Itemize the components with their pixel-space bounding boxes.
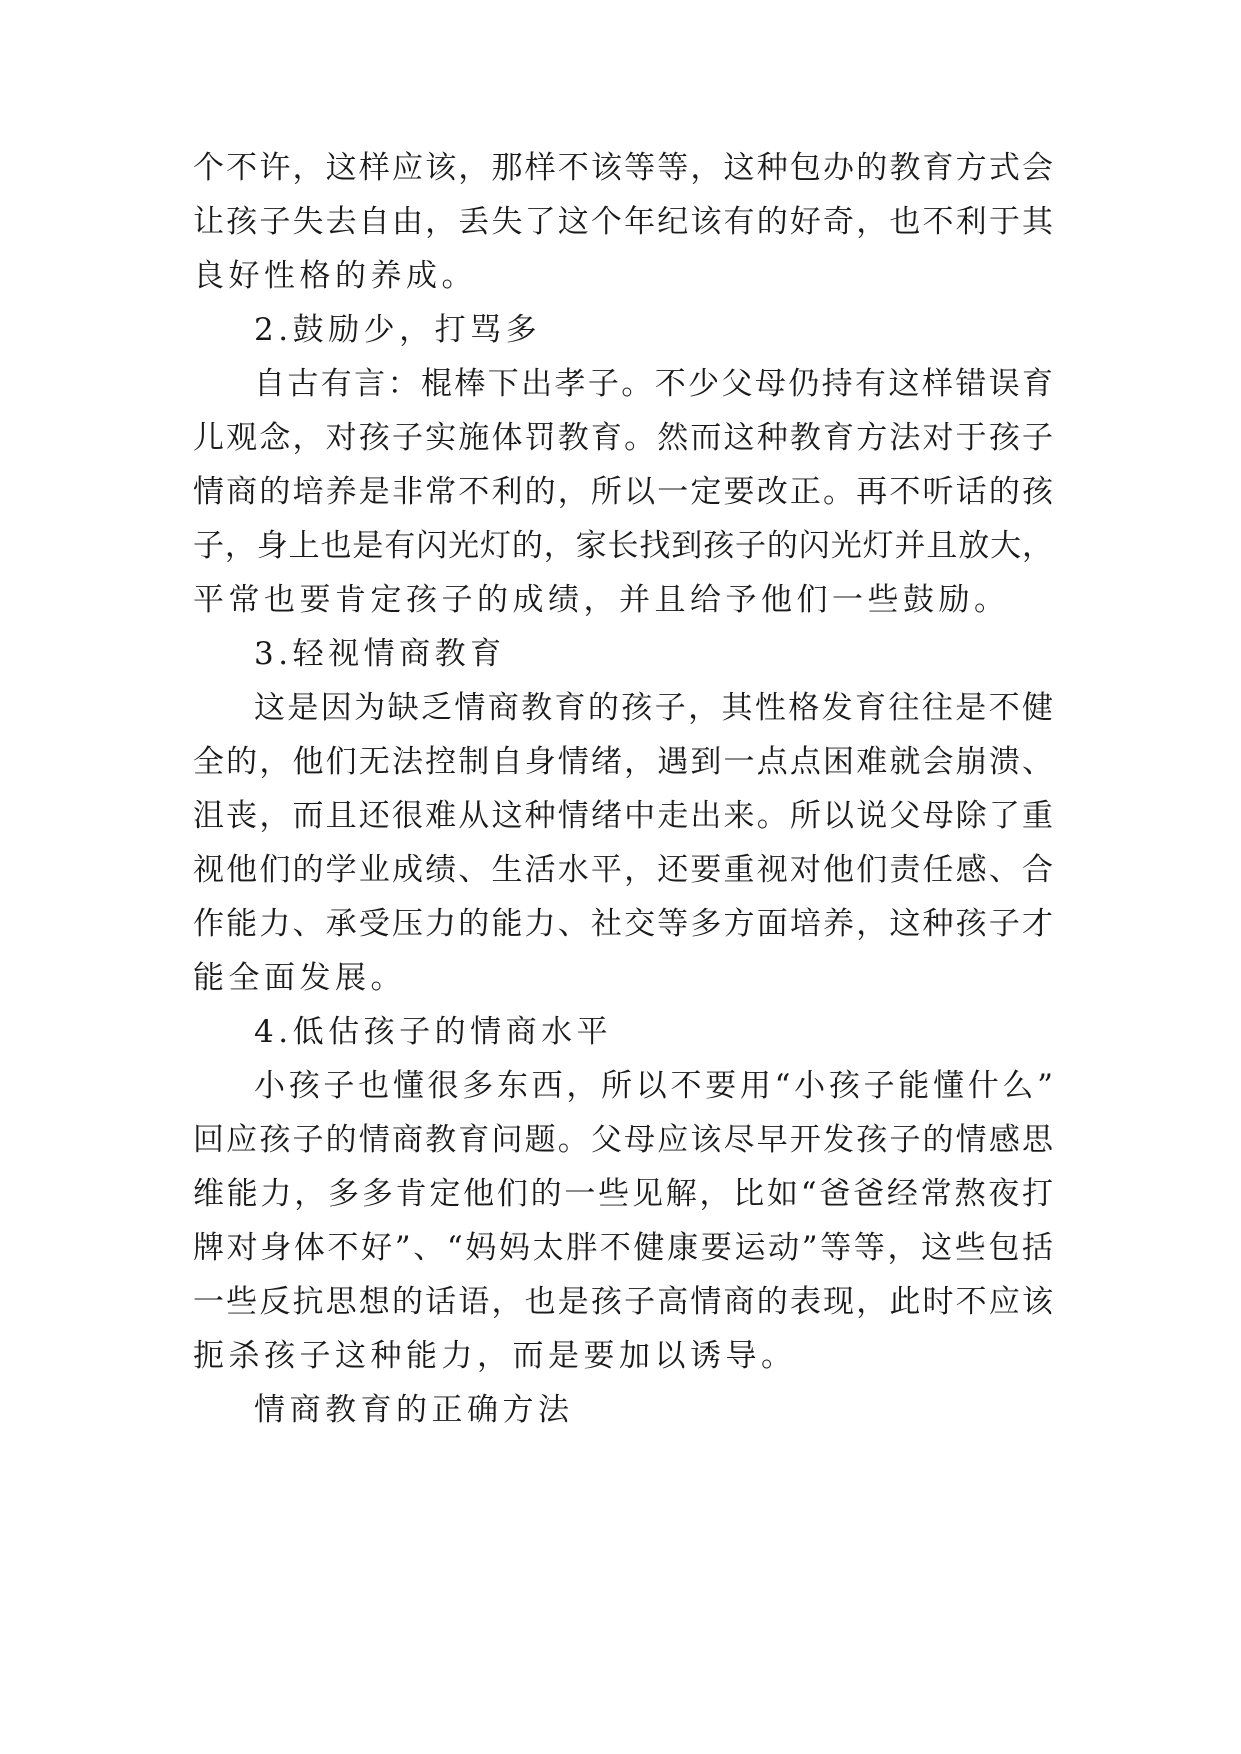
paragraph-line: 作能力、承受压力的能力、社交等多方面培养，这种孩子才 bbox=[193, 906, 1053, 942]
paragraph-line: 扼杀孩子这种能力，而是要加以诱导。 bbox=[193, 1338, 797, 1374]
paragraph-line: 这是因为缺乏情商教育的孩子，其性格发育往往是不健 bbox=[254, 690, 1053, 726]
paragraph-line: 让孩子失去自由，丢失了这个年纪该有的好奇，也不利于其 bbox=[193, 204, 1053, 240]
paragraph-line: 良好性格的养成。 bbox=[193, 258, 477, 294]
paragraph-line: 维能力，多多肯定他们的一些见解，比如“爸爸经常熬夜打 bbox=[193, 1176, 1053, 1212]
paragraph-line: 儿观念，对孩子实施体罚教育。然而这种教育方法对于孩子 bbox=[193, 420, 1053, 456]
paragraph-line: 平常也要肯定孩子的成绩，并且给予他们一些鼓励。 bbox=[193, 582, 1010, 618]
paragraph-line: 回应孩子的情商教育问题。父母应该尽早开发孩子的情感思 bbox=[193, 1122, 1053, 1158]
paragraph-line: 牌对身体不好”、“妈妈太胖不健康要运动”等等，这些包括 bbox=[193, 1230, 1053, 1266]
paragraph-line: 情商的培养是非常不利的，所以一定要改正。再不听话的孩 bbox=[193, 474, 1053, 510]
paragraph-line: 子，身上也是有闪光灯的，家长找到孩子的闪光灯并且放大， bbox=[193, 528, 1053, 564]
paragraph-line: 一些反抗思想的话语，也是孩子高情商的表现，此时不应该 bbox=[193, 1284, 1053, 1320]
section-heading: 3.轻视情商教育 bbox=[254, 636, 506, 672]
section-heading: 情商教育的正确方法 bbox=[254, 1392, 574, 1428]
paragraph-line: 全的，他们无法控制自身情绪，遇到一点点困难就会崩溃、 bbox=[193, 744, 1053, 780]
paragraph-line: 自古有言：棍棒下出孝子。不少父母仍持有这样错误育 bbox=[254, 366, 1053, 402]
paragraph-line: 个不许，这样应该，那样不该等等，这种包办的教育方式会 bbox=[193, 150, 1053, 186]
section-heading: 4.低估孩子的情商水平 bbox=[254, 1014, 613, 1050]
section-heading: 2.鼓励少，打骂多 bbox=[254, 312, 542, 348]
paragraph-line: 视他们的学业成绩、生活水平，还要重视对他们责任感、合 bbox=[193, 852, 1053, 888]
paragraph-line: 小孩子也懂很多东西，所以不要用“小孩子能懂什么” bbox=[254, 1068, 1053, 1104]
paragraph-line: 能全面发展。 bbox=[193, 960, 406, 996]
paragraph-line: 沮丧，而且还很难从这种情绪中走出来。所以说父母除了重 bbox=[193, 798, 1053, 834]
